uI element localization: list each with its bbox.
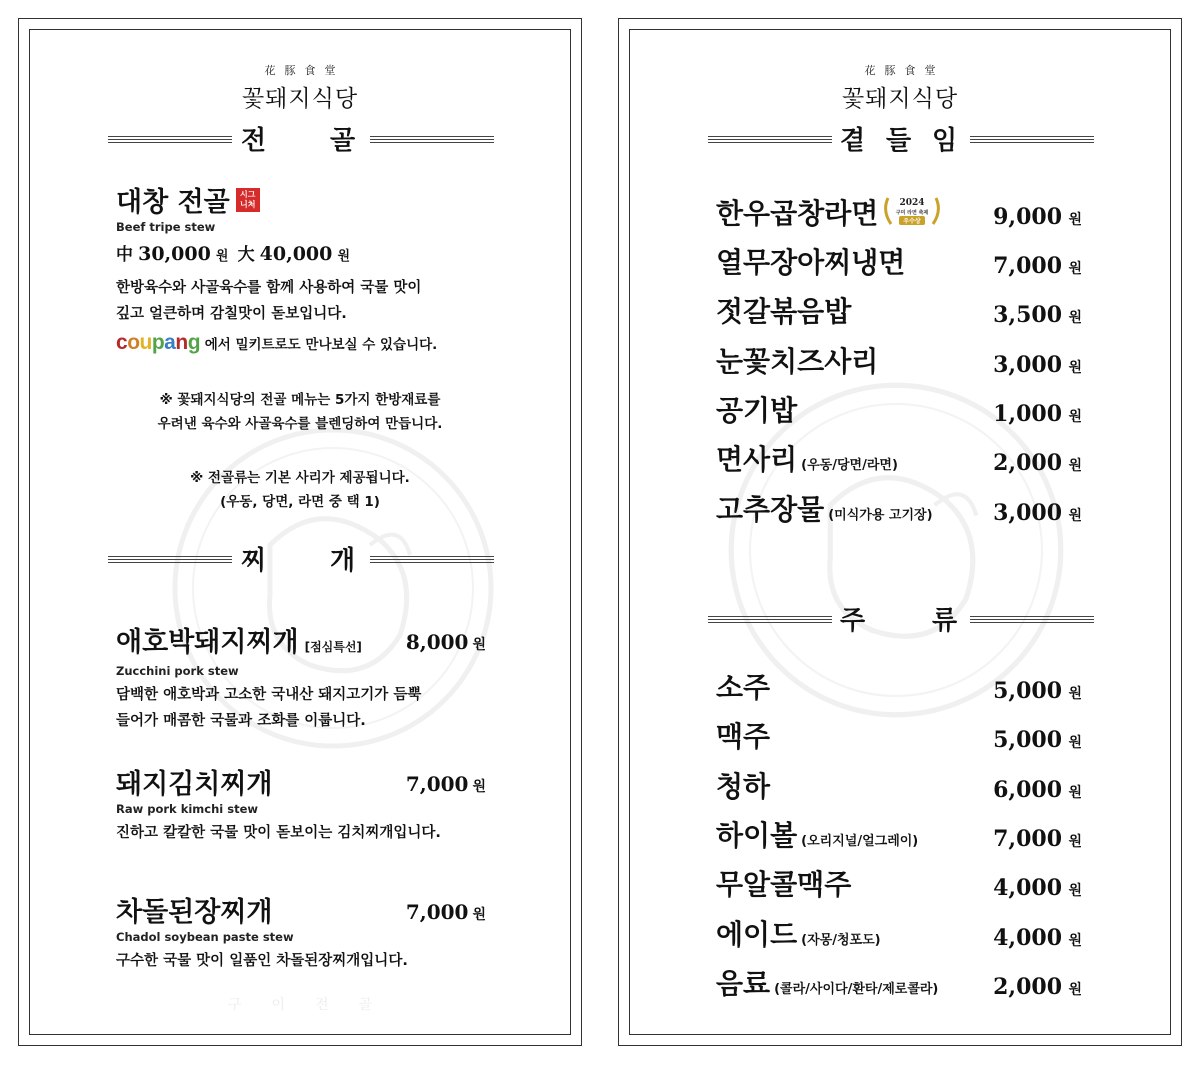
item-currency: 원 <box>1068 883 1082 900</box>
header-rule-right <box>970 616 1094 625</box>
section-title-char: 개 <box>330 546 356 576</box>
item-name-text: 눈꽃치즈사리 <box>716 344 879 378</box>
price-currency: 원 <box>337 249 351 264</box>
item-currency: 원 <box>1068 735 1082 752</box>
coupang-text: 에서 밀키트로도 만나보실 수 있습니다. <box>204 337 438 353</box>
item-name-text: 에이드 <box>716 917 798 951</box>
desc-line: 깊고 얼큰하며 감칠맛이 돋보입니다. <box>116 306 347 322</box>
dish-english-name: Zucchini pork stew <box>116 664 239 678</box>
price-value: 7,000 <box>405 900 469 924</box>
item-name <box>716 342 878 382</box>
item-currency: 원 <box>1068 359 1082 376</box>
menu-row <box>716 964 1090 1004</box>
header-rule-left <box>108 136 232 145</box>
dish-doenjang-stew <box>116 896 496 974</box>
item-currency: 원 <box>1068 686 1082 702</box>
dish-price <box>406 900 486 924</box>
coupang-logo: coupang <box>116 331 201 354</box>
item-name <box>716 391 797 431</box>
note-line: 우려낸 육수와 사골육수를 블렌딩하여 만듭니다. <box>157 416 443 432</box>
note-line: ※ 꽃돼지식당의 전골 메뉴는 5가지 한방재료를 <box>159 392 441 408</box>
item-name-text: 무알콜맥주 <box>716 868 852 902</box>
item-price: 4,000 <box>993 875 1062 902</box>
dish-english-name: Beef tripe stew <box>116 220 216 234</box>
dish-description <box>116 948 496 974</box>
item-name-text: 하이볼 <box>716 818 798 852</box>
menu-row <box>716 915 1090 955</box>
item-name <box>716 717 770 757</box>
signature-badge <box>236 188 260 212</box>
price-currency: 원 <box>215 249 229 264</box>
dish-kimchi-stew <box>116 768 496 846</box>
item-currency: 원 <box>1068 784 1082 801</box>
item-currency: 원 <box>1068 932 1082 949</box>
price-value: 40,000 <box>259 243 333 265</box>
header-rule-right <box>370 556 494 565</box>
item-name <box>716 440 898 486</box>
dish-size-prices <box>116 240 496 265</box>
section-title-char: 주 <box>840 606 866 636</box>
item-name <box>716 964 938 1010</box>
menu-row <box>716 668 1090 708</box>
award-event: 구미 라면 축제 <box>896 210 929 216</box>
dish-price <box>406 630 486 654</box>
dish-description <box>116 820 496 846</box>
dish-price <box>406 772 486 796</box>
item-price: 2,000 <box>993 973 1062 1000</box>
award-badge <box>882 194 942 228</box>
item-currency: 원 <box>1068 833 1082 850</box>
menu-page-left <box>18 18 582 1046</box>
item-name <box>716 668 770 708</box>
item-currency: 원 <box>1068 310 1082 327</box>
brand-hanja: 花豚食堂 <box>864 64 945 77</box>
desc-line: 들어가 매콤한 국물과 조화를 이룹니다. <box>116 713 366 729</box>
item-name-text: 청하 <box>716 769 771 803</box>
section-title-char: 임 <box>932 126 958 156</box>
menu-row <box>716 767 1090 807</box>
price-value: 7,000 <box>405 772 469 796</box>
item-name <box>716 767 770 807</box>
dish-name-text: 대창 전골 <box>116 187 230 218</box>
item-price: 3,500 <box>993 302 1062 329</box>
item-price: 1,000 <box>993 400 1062 427</box>
menu-row <box>716 490 1090 530</box>
price-currency: 원 <box>472 637 486 653</box>
dish-english-name: Chadol soybean paste stew <box>116 930 294 944</box>
menu-row <box>716 865 1090 905</box>
dish-name: 차돌된장찌개 <box>116 897 273 928</box>
note-broth <box>30 388 570 436</box>
section-header-drinks <box>708 604 1094 638</box>
badge-line: 니처 <box>240 199 256 209</box>
item-price: 2,000 <box>993 450 1062 477</box>
section-title-char: 류 <box>932 606 958 636</box>
item-options: (콜라/사이다/환타/제로콜라) <box>774 981 939 997</box>
brand-name: 꽃돼지식당 <box>841 86 959 112</box>
item-name <box>716 816 918 862</box>
item-name-text: 젓갈볶음밥 <box>716 295 852 329</box>
item-price: 3,000 <box>993 351 1062 378</box>
item-name-text: 음료 <box>716 966 771 1000</box>
item-name-text: 소주 <box>716 671 771 704</box>
item-options: (미식가용 고기장) <box>828 507 933 523</box>
price-value: 30,000 <box>138 243 211 265</box>
dish-daechang-jeongol <box>116 186 496 355</box>
menu-row <box>716 292 1090 332</box>
note-sari <box>30 466 570 514</box>
menu-page-right-frame <box>629 29 1171 1035</box>
item-options: (우동/당면/라면) <box>801 458 898 474</box>
header-rule-left <box>708 616 832 625</box>
menu-row <box>716 440 1090 480</box>
size-label: 中 <box>116 245 133 265</box>
item-price: 3,000 <box>993 499 1062 526</box>
size-label: 大 <box>237 245 255 265</box>
item-name-text: 공기밥 <box>716 393 798 427</box>
header-rule-left <box>108 556 232 565</box>
brand-logo <box>630 62 1170 113</box>
header-rule-left <box>708 136 832 145</box>
desc-line: 한방육수와 사골육수를 함께 사용하여 국물 맛이 <box>116 280 422 296</box>
dish-name <box>116 186 496 220</box>
brand-logo <box>30 62 570 113</box>
lunch-special-tag: [점심특선] <box>304 640 362 654</box>
menu-row-gopchang-ramyeon <box>716 194 1090 234</box>
section-title-char: 들 <box>886 126 912 156</box>
menu-row <box>716 342 1090 382</box>
item-name-text: 면사리 <box>716 443 798 477</box>
item-name <box>716 915 881 961</box>
item-options: (오리지널/얼그레이) <box>801 833 919 849</box>
menu-row <box>716 717 1090 757</box>
item-price: 5,000 <box>993 678 1062 704</box>
note-line: (우동, 당면, 라면 중 택 1) <box>220 494 380 510</box>
item-currency: 원 <box>1068 408 1082 425</box>
dish-description <box>116 682 496 734</box>
note-line: ※ 전골류는 기본 사리가 제공됩니다. <box>190 470 410 486</box>
item-currency: 원 <box>1068 212 1082 228</box>
item-options: (자몽/청포도) <box>801 932 881 948</box>
header-rule-right <box>970 136 1094 145</box>
section-title-char: 찌 <box>241 546 267 576</box>
dish-name: 돼지김치찌개 <box>116 769 273 800</box>
item-price: 5,000 <box>993 727 1062 754</box>
price-currency: 원 <box>472 907 486 923</box>
item-currency: 원 <box>1068 458 1082 475</box>
dish-description <box>116 275 496 327</box>
section-title-char: 곁 <box>840 126 866 156</box>
item-name-text: 한우곱창라면 <box>716 197 879 230</box>
badge-line: 시그 <box>240 189 256 199</box>
dish-zucchini-stew <box>116 626 496 734</box>
menu-row <box>716 391 1090 431</box>
menu-page-left-frame <box>29 29 571 1035</box>
header-rule-right <box>370 136 494 145</box>
coupang-line <box>116 331 496 355</box>
award-title: 우수상 <box>903 218 921 225</box>
price-value: 8,000 <box>405 630 469 654</box>
section-title-char: 골 <box>330 126 356 156</box>
item-price: 6,000 <box>993 776 1062 803</box>
section-header-jeongol <box>108 124 494 158</box>
price-currency: 원 <box>472 779 486 795</box>
item-name-text: 열무장아찌냉면 <box>716 246 906 279</box>
menu-row <box>716 243 1090 283</box>
award-year: 2024 <box>899 198 925 208</box>
item-currency: 원 <box>1068 261 1082 277</box>
item-price: 9,000 <box>993 204 1062 230</box>
item-price: 7,000 <box>993 825 1062 852</box>
brand-name: 꽃돼지식당 <box>241 86 359 112</box>
section-header-jjigae <box>108 544 494 578</box>
section-title-char: 전 <box>241 126 267 156</box>
desc-line: 진하고 칼칼한 국물 맛이 돋보이는 김치찌개입니다. <box>116 825 441 841</box>
menu-row <box>716 816 1090 856</box>
item-name-text: 맥주 <box>716 720 771 754</box>
item-name <box>716 865 851 905</box>
desc-line: 구수한 국물 맛이 일품인 차돌된장찌개입니다. <box>116 953 408 969</box>
item-currency: 원 <box>1068 981 1082 998</box>
dish-name-text: 애호박돼지찌개 <box>116 627 299 658</box>
desc-line: 담백한 애호박과 고소한 국내산 돼지고기가 듬뿍 <box>116 687 422 703</box>
dish-english-name: Raw pork kimchi stew <box>116 802 258 816</box>
item-name <box>716 292 851 332</box>
item-price: 4,000 <box>993 924 1062 951</box>
item-name <box>716 490 933 536</box>
item-name-text: 고추장물 <box>716 492 825 526</box>
brand-hanja: 花豚食堂 <box>264 64 345 77</box>
footer-ghost-text: 구이전골 <box>227 997 403 1013</box>
item-currency: 원 <box>1068 507 1082 524</box>
item-name <box>716 194 942 234</box>
menu-page-right <box>618 18 1182 1046</box>
section-header-sides <box>708 124 1094 158</box>
item-price: 7,000 <box>993 253 1062 279</box>
item-name <box>716 243 905 283</box>
